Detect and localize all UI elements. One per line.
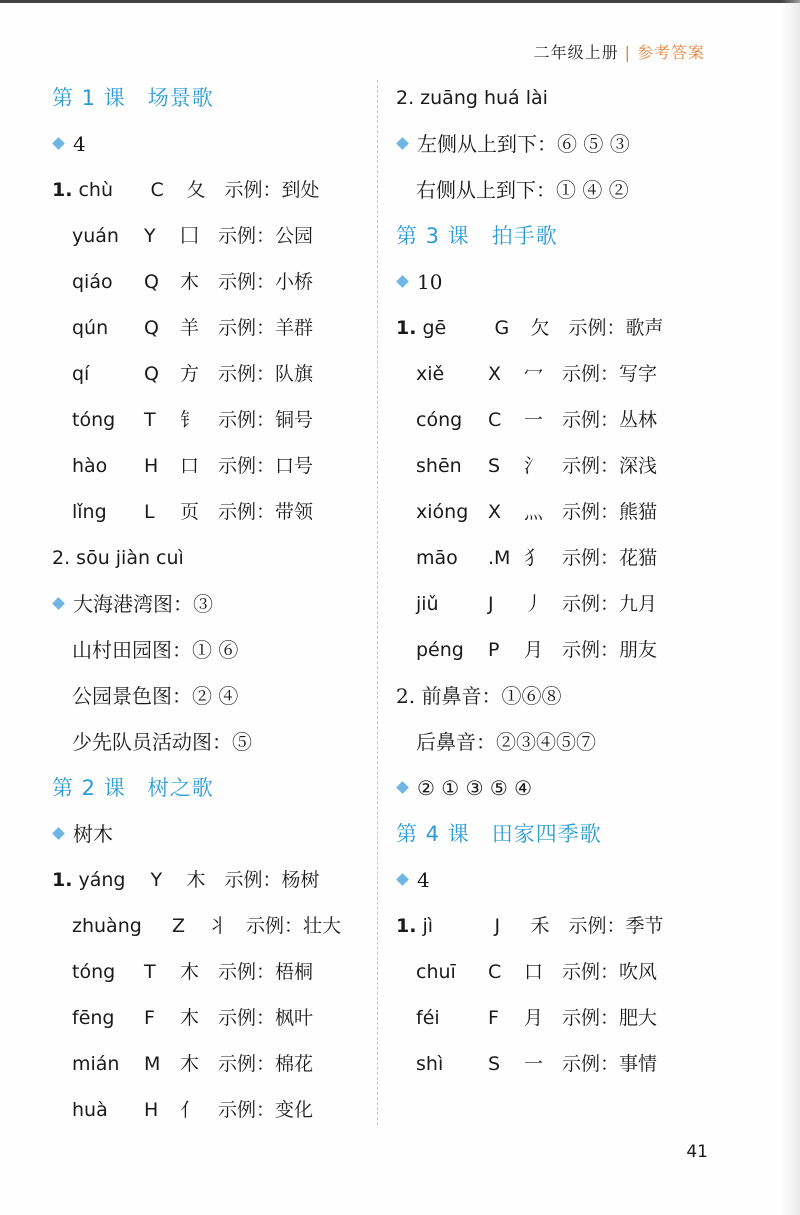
- radical: 木: [186, 869, 206, 891]
- radical: 灬: [524, 501, 544, 523]
- answer-row: [396, 581, 726, 627]
- pinyin: jiǔ: [416, 593, 439, 615]
- capital-letter: Q: [144, 317, 159, 339]
- pinyin: péng: [416, 639, 464, 661]
- capital-letter: J: [488, 593, 494, 615]
- answer-row: [52, 443, 372, 489]
- radical: 口: [524, 961, 544, 983]
- pinyin: xiě: [416, 363, 445, 385]
- answer-line: 2. 前鼻音：①⑥⑧: [396, 684, 562, 708]
- example-word: 示例：到处: [224, 179, 320, 201]
- example-word: 示例：吹风: [562, 961, 658, 983]
- answers-label: 参考答案: [636, 43, 705, 62]
- capital-letter: S: [488, 455, 501, 477]
- radical: 亻: [180, 1099, 200, 1121]
- grade-label: 二年级上册: [533, 43, 619, 62]
- capital-letter: M: [144, 1053, 161, 1075]
- answer-line: [396, 765, 726, 811]
- diamond-bullet-icon: [396, 137, 409, 150]
- diamond-bullet-icon: [396, 873, 409, 886]
- answer-row: [52, 1087, 372, 1133]
- answer-row: [396, 397, 726, 443]
- pinyin: yáng: [78, 869, 126, 891]
- answer-text: 4: [73, 132, 86, 156]
- capital-letter: H: [144, 455, 159, 477]
- column-divider: [377, 80, 378, 1125]
- answer-line: [396, 857, 726, 903]
- answer-row: [396, 489, 726, 535]
- answer-row: [52, 949, 372, 995]
- capital-letter: Q: [144, 363, 159, 385]
- answer-row: [396, 1041, 726, 1087]
- example-word: 示例：带领: [218, 501, 314, 523]
- example-word: 示例：口号: [218, 455, 314, 477]
- answer-row: [396, 535, 726, 581]
- answer-row: [396, 903, 726, 949]
- pinyin: gē: [422, 317, 447, 339]
- lesson-title: [396, 213, 726, 259]
- answer-row: [52, 167, 372, 213]
- capital-letter: Q: [144, 271, 159, 293]
- example-word: 示例：壮大: [246, 915, 342, 937]
- example-word: 示例：季节: [568, 915, 664, 937]
- radical: 一: [524, 409, 544, 431]
- pinyin: hào: [72, 455, 108, 477]
- left-column: [52, 75, 372, 1133]
- header-separator: |: [624, 43, 631, 62]
- example-word: 示例：事情: [562, 1053, 658, 1075]
- example-word: 示例：铜号: [218, 409, 314, 431]
- lesson-name: 拍手歌: [491, 224, 558, 248]
- answer-text: 大海港湾图：③: [73, 592, 213, 616]
- capital-letter: C: [488, 409, 502, 431]
- pinyin: chuī: [416, 961, 456, 983]
- radical: 氵: [524, 455, 544, 477]
- answer-row: [396, 627, 726, 673]
- answer-row: [52, 351, 372, 397]
- radical: 木: [180, 271, 200, 293]
- pinyin: qí: [72, 363, 90, 385]
- answer-row: [396, 443, 726, 489]
- diamond-bullet-icon: [52, 597, 65, 610]
- pinyin: qún: [72, 317, 109, 339]
- answer-line: [52, 811, 372, 857]
- example-word: 示例：写字: [562, 363, 658, 385]
- radical: 夂: [186, 179, 206, 201]
- capital-letter: Y: [144, 225, 156, 247]
- pinyin: shēn: [416, 455, 462, 477]
- example-word: 示例：杨树: [224, 869, 320, 891]
- answer-row: [396, 995, 726, 1041]
- answer-text: 4: [417, 868, 430, 892]
- example-word: 示例：歌声: [568, 317, 664, 339]
- answer-row: [52, 305, 372, 351]
- radical: 一: [524, 1053, 544, 1075]
- pinyin: māo: [416, 547, 458, 569]
- answer-line: 2. sōu jiàn cuì: [52, 547, 184, 569]
- radical: 月: [524, 1007, 544, 1029]
- lesson-title: [52, 765, 372, 811]
- radical: 冖: [524, 363, 544, 385]
- radical: 页: [180, 501, 200, 523]
- example-word: 示例：队旗: [218, 363, 314, 385]
- radical: 木: [180, 1007, 200, 1029]
- pinyin: huà: [72, 1099, 108, 1121]
- answer-row: [52, 1041, 372, 1087]
- example-word: 示例：朋友: [562, 639, 658, 661]
- answer-line: [52, 581, 372, 627]
- capital-letter: C: [488, 961, 502, 983]
- question-number: 1.: [396, 915, 417, 937]
- radical: 口: [180, 455, 200, 477]
- pinyin: fēng: [72, 1007, 115, 1029]
- example-word: 示例：梧桐: [218, 961, 314, 983]
- answer-text: ② ① ③ ⑤ ④: [417, 776, 533, 800]
- pinyin: chù: [78, 179, 113, 201]
- radical: 丿: [524, 593, 544, 615]
- capital-letter: G: [494, 317, 510, 339]
- page-number: 41: [686, 1142, 708, 1162]
- example-word: 示例：小桥: [218, 271, 314, 293]
- answer-line: 2. zuāng huá lài: [396, 87, 548, 109]
- diamond-bullet-icon: [396, 781, 409, 794]
- radical: 月: [524, 639, 544, 661]
- example-word: 示例：花猫: [562, 547, 658, 569]
- pinyin: yuán: [72, 225, 119, 247]
- pinyin: tóng: [72, 961, 116, 983]
- answer-line: 后鼻音：②③④⑤⑦: [416, 730, 596, 754]
- answer-line: [396, 259, 726, 305]
- capital-letter: X: [488, 501, 502, 523]
- example-word: 示例：公园: [218, 225, 314, 247]
- capital-letter: T: [144, 409, 156, 431]
- answer-row: [52, 259, 372, 305]
- question-number: 1.: [396, 317, 417, 339]
- answer-text: 左侧从上到下：⑥ ⑤ ③: [417, 132, 630, 156]
- right-column: [396, 75, 726, 1087]
- answer-row: [52, 397, 372, 443]
- example-word: 示例：变化: [218, 1099, 314, 1121]
- lesson-number: 第 2 课: [52, 776, 126, 800]
- answer-row: [52, 995, 372, 1041]
- question-number: 1.: [52, 179, 73, 201]
- answer-row: [396, 949, 726, 995]
- radical: 方: [180, 363, 200, 385]
- example-word: 示例：棉花: [218, 1053, 314, 1075]
- radical: 囗: [180, 225, 200, 247]
- capital-letter: F: [488, 1007, 499, 1029]
- radical: 欠: [530, 317, 550, 339]
- answer-row: [396, 305, 726, 351]
- answer-row: [52, 903, 372, 949]
- capital-letter: Z: [172, 915, 186, 937]
- radical: 钅: [180, 409, 200, 431]
- radical: 木: [180, 961, 200, 983]
- pinyin: féi: [416, 1007, 440, 1029]
- lesson-name: 树之歌: [147, 776, 214, 800]
- capital-letter: J: [494, 915, 501, 937]
- lesson-title: [396, 811, 726, 857]
- pinyin: shì: [416, 1053, 444, 1075]
- pinyin: tóng: [72, 409, 116, 431]
- example-word: 示例：肥大: [562, 1007, 658, 1029]
- example-word: 示例：熊猫: [562, 501, 658, 523]
- pinyin: zhuàng: [72, 915, 142, 937]
- capital-letter: T: [144, 961, 156, 983]
- answer-line: 右侧从上到下：① ④ ②: [416, 178, 629, 202]
- example-word: 示例：羊群: [218, 317, 314, 339]
- pinyin: jì: [422, 915, 434, 937]
- answer-line: [52, 121, 372, 167]
- answer-text: 树木: [73, 822, 113, 846]
- pinyin: mián: [72, 1053, 120, 1075]
- answer-row: [52, 857, 372, 903]
- answer-line: 少先队员活动图：⑤: [72, 730, 252, 754]
- lesson-name: 田家四季歌: [491, 822, 602, 846]
- answer-row: [396, 351, 726, 397]
- capital-letter: X: [488, 363, 502, 385]
- answer-row: [52, 213, 372, 259]
- capital-letter: S: [488, 1053, 501, 1075]
- page-top-edge: [0, 0, 800, 3]
- capital-letter: L: [144, 501, 155, 523]
- radical: 木: [180, 1053, 200, 1075]
- capital-letter: C: [150, 179, 164, 201]
- lesson-name: 场景歌: [147, 86, 214, 110]
- example-word: 示例：九月: [562, 593, 658, 615]
- lesson-number: 第 1 课: [52, 86, 126, 110]
- radical: 羊: [180, 317, 200, 339]
- pinyin: lǐng: [72, 501, 107, 523]
- capital-letter: .M: [488, 547, 511, 569]
- capital-letter: H: [144, 1099, 159, 1121]
- answer-row: [52, 489, 372, 535]
- example-word: 示例：枫叶: [218, 1007, 314, 1029]
- pinyin: cóng: [416, 409, 463, 431]
- diamond-bullet-icon: [396, 275, 409, 288]
- lesson-title: [52, 75, 372, 121]
- pinyin: xióng: [416, 501, 469, 523]
- example-word: 示例：深浅: [562, 455, 658, 477]
- question-number: 1.: [52, 869, 73, 891]
- answer-line: 公园景色图：② ④: [72, 684, 239, 708]
- answer-line: 山村田园图：① ⑥: [72, 638, 239, 662]
- pinyin: qiáo: [72, 271, 113, 293]
- example-word: 示例：丛林: [562, 409, 658, 431]
- diamond-bullet-icon: [52, 827, 65, 840]
- radical: 丬: [208, 915, 228, 937]
- lesson-number: 第 3 课: [396, 224, 470, 248]
- capital-letter: F: [144, 1007, 155, 1029]
- page-header: [534, 40, 705, 63]
- page-binding-shadow: [782, 0, 800, 1215]
- lesson-number: 第 4 课: [396, 822, 470, 846]
- answer-line: [396, 121, 726, 167]
- diamond-bullet-icon: [52, 137, 65, 150]
- answer-text: 10: [417, 270, 443, 294]
- capital-letter: P: [488, 639, 500, 661]
- radical: 犭: [524, 547, 544, 569]
- radical: 禾: [530, 915, 550, 937]
- capital-letter: Y: [150, 869, 163, 891]
